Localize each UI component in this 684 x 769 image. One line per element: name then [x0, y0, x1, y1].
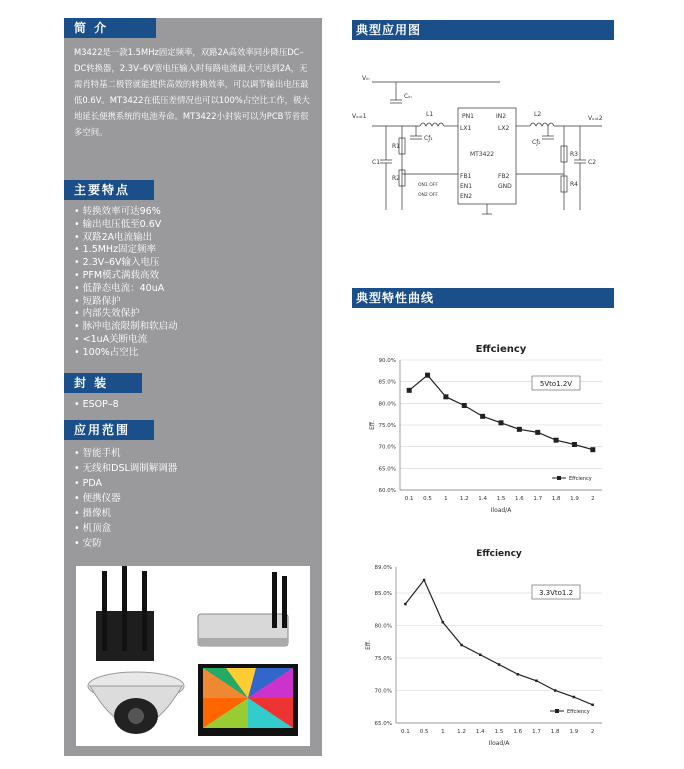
tv-image — [198, 664, 298, 736]
x-tick-label: 1.2 — [459, 496, 469, 502]
vout2-label: Vₒᵤₜ2 — [588, 115, 603, 122]
y-tick-label: 80.0% — [374, 623, 392, 630]
data-point — [591, 704, 594, 707]
data-point — [517, 427, 522, 432]
package-header: 封 装 — [64, 373, 142, 393]
x-tick-label: 2 — [590, 729, 595, 735]
features-header: 主要特点 — [64, 180, 154, 200]
x-tick-label: 0.5 — [423, 496, 432, 502]
efficiency-chart-2 — [352, 545, 614, 755]
list-item: • 摄像机 — [74, 506, 177, 521]
data-point — [572, 442, 577, 447]
x-tick-label: 1.8 — [550, 729, 560, 735]
data-point — [407, 388, 412, 393]
legend-label: Effciency — [567, 709, 590, 715]
annotation-label: 3.3Vto1.2 — [538, 589, 574, 597]
data-point — [442, 621, 445, 624]
intro-text: M3422是一款1.5MHz固定频率，双路2A高效率同步降压DC–DC转换器，2.3V–6V宽电压输入时每路电流最大可达到2A，无需肖特基二极管就能提供高效的转换效率，可以调节输出电压最低0.6V。MT3422在低压差情况也可以100%占空比工作，极大地延长便携系统的电池寿命。MT3422小封装可以为PCB节省很多空间。 — [74, 47, 310, 137]
y-axis-label: Eff. — [369, 420, 376, 430]
apps-list — [74, 446, 177, 551]
features-list — [74, 206, 178, 360]
legend-label: Effciency — [569, 476, 592, 482]
pin-en2: EN2 — [460, 193, 473, 200]
apps-header: 应用范围 — [64, 420, 154, 440]
legend-marker — [557, 476, 561, 480]
l2-label: L2 — [534, 111, 542, 118]
x-tick-label: 1.9 — [570, 496, 579, 502]
data-point — [443, 394, 448, 399]
left-panel — [64, 18, 322, 756]
list-item: • 无线和DSL调制解调器 — [74, 461, 177, 476]
list-item: • PDA — [74, 476, 177, 491]
y-axis-label: Eff. — [365, 640, 372, 650]
list-item: • 1.5MHz固定频率 — [74, 244, 178, 257]
list-item: • 双路2A电流输出 — [74, 232, 178, 245]
x-tick-label: 0.1 — [404, 496, 414, 502]
curves-header: 典型特性曲线 — [352, 288, 614, 308]
x-axis-label: Iload/A — [488, 740, 510, 747]
r1-label: R1 — [392, 143, 400, 150]
y-tick-label: 70.0% — [374, 688, 392, 695]
data-point — [590, 447, 595, 452]
ic-label: MT3422 — [470, 151, 495, 158]
list-item: • 脉冲电流限制和软启动 — [74, 321, 178, 334]
y-tick-label: 75.0% — [378, 423, 396, 429]
data-point — [573, 696, 576, 699]
x-tick-label: 1.7 — [533, 496, 543, 502]
circuit-header: 典型应用图 — [352, 20, 614, 40]
pin-in2: IN2 — [496, 113, 507, 120]
data-point — [535, 680, 538, 683]
y-tick-label: 75.0% — [374, 656, 392, 662]
pin-gnd: GND — [498, 183, 512, 190]
r2-label: R2 — [392, 175, 400, 182]
y-tick-label: 70.0% — [378, 444, 396, 451]
vin-label: Vᵢₙ — [362, 75, 370, 82]
x-tick-label: 1.4 — [475, 729, 485, 735]
x-tick-label: 1.6 — [513, 729, 523, 735]
list-item: • 低静态电流：40uA — [74, 283, 178, 296]
list-item: • 安防 — [74, 536, 177, 551]
y-tick-label: 65.0% — [378, 466, 396, 473]
package-list — [74, 399, 119, 412]
x-tick-label: 1.5 — [496, 496, 506, 502]
x-tick-label: 1.6 — [514, 496, 524, 502]
y-tick-label: 90.0% — [378, 358, 396, 364]
data-point — [480, 414, 485, 419]
list-item: • 便携仪器 — [74, 491, 177, 506]
cin-label: Cᵢₙ — [404, 93, 412, 100]
pin-lx2: LX2 — [498, 125, 510, 132]
r4-label: R4 — [570, 181, 578, 188]
x-tick-label: 1.4 — [478, 496, 488, 502]
l1-label: L1 — [426, 111, 434, 118]
y-tick-label: 60.0% — [378, 488, 396, 494]
list-item: • 机顶盒 — [74, 521, 177, 536]
list-item: • 输出电压低至0.6V — [74, 219, 178, 232]
x-tick-label: 1.2 — [457, 729, 466, 735]
application-circuit — [352, 60, 614, 220]
data-point — [554, 689, 557, 692]
annotation-label: 5Vto1.2V — [539, 380, 573, 388]
efficiency-chart-1 — [352, 340, 614, 530]
r3-label: R3 — [570, 151, 578, 158]
data-point — [404, 603, 407, 606]
data-point — [516, 673, 519, 676]
x-axis-label: Iload/A — [490, 507, 512, 514]
efficiency-chart-2-svg — [352, 545, 614, 755]
x-tick-label: 1.5 — [494, 729, 504, 735]
pin-en1: EN1 — [460, 183, 473, 190]
product-photos — [76, 566, 310, 746]
settop-box-image — [198, 572, 288, 646]
x-tick-label: 1.9 — [569, 729, 579, 735]
y-tick-label: 89.0% — [374, 565, 392, 571]
intro-header: 简 介 — [64, 18, 156, 38]
dome-camera-image — [88, 672, 184, 734]
x-tick-label: 1.7 — [532, 729, 541, 735]
x-tick-label: 0.5 — [419, 729, 429, 735]
x-tick-label: 1 — [441, 729, 445, 735]
chart-title: Effciency — [475, 344, 527, 355]
en1-switch-label: ON1 OFF — [418, 183, 438, 188]
router-image — [96, 566, 154, 661]
pin-lx1: LX1 — [460, 125, 472, 132]
vout1-label: Vₒᵤₜ1 — [352, 113, 367, 120]
data-point — [554, 438, 559, 443]
legend-marker — [555, 709, 559, 713]
x-tick-label: 2 — [591, 496, 595, 502]
list-item: • ESOP–8 — [74, 399, 119, 412]
y-tick-label: 80.0% — [378, 401, 396, 408]
data-point — [462, 403, 467, 408]
data-point — [535, 430, 540, 435]
list-item: • 内部失效保护 — [74, 308, 178, 321]
pin-pn1: PN1 — [462, 113, 474, 120]
y-tick-label: 85.0% — [374, 591, 392, 597]
data-point — [460, 644, 463, 647]
pin-fb2: FB2 — [498, 173, 510, 180]
cf2-label: Cƒ₂ — [532, 139, 541, 146]
data-point — [498, 663, 501, 666]
list-item: • <1uA关断电流 — [74, 334, 178, 347]
data-point — [423, 579, 426, 582]
c2-label: C2 — [588, 159, 597, 166]
c1-label: C1 — [372, 159, 381, 166]
x-tick-label: 1.8 — [551, 496, 561, 502]
efficiency-chart-1-svg — [352, 340, 614, 530]
pin-fb1: FB1 — [460, 173, 472, 180]
x-tick-label: 0.1 — [400, 729, 410, 735]
list-item: • PFM模式满载高效 — [74, 270, 178, 283]
list-item: • 100%占空比 — [74, 347, 178, 360]
y-tick-label: 85.0% — [378, 379, 396, 386]
list-item: • 2.3V–6V输入电压 — [74, 257, 178, 270]
data-point — [499, 420, 504, 425]
data-point — [425, 373, 430, 378]
chart-title: Effciency — [476, 549, 522, 559]
data-point — [479, 654, 482, 657]
cf1-label: Cƒ₁ — [424, 135, 433, 142]
list-item: • 智能手机 — [74, 446, 177, 461]
list-item: • 转换效率可达96% — [74, 206, 178, 219]
x-tick-label: 1 — [444, 496, 448, 502]
en2-switch-label: ON2 OFF — [418, 193, 438, 198]
y-tick-label: 65.0% — [374, 721, 392, 727]
list-item: • 短路保护 — [74, 296, 178, 309]
